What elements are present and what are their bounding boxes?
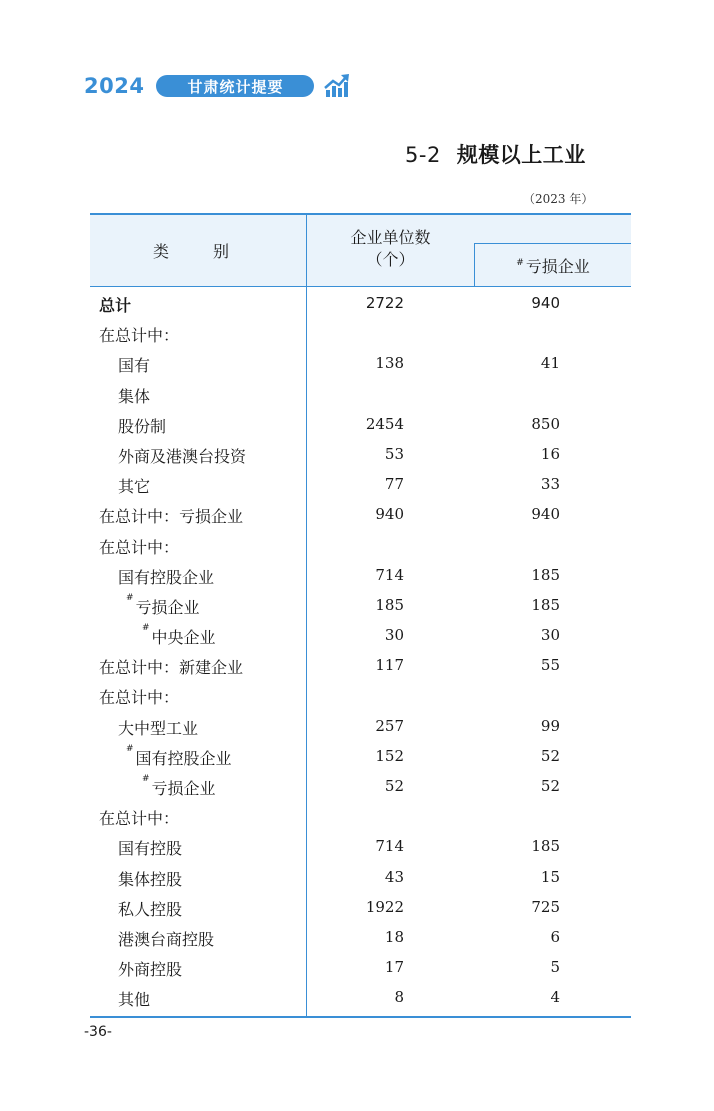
year-note: （2023 年）: [523, 192, 594, 206]
row-label-text: 私人控股: [118, 899, 183, 919]
table-title-text: 规模以上工业: [456, 143, 586, 167]
row-count: 138: [375, 354, 404, 373]
row-label: [99, 806, 179, 829]
table-header: [90, 213, 631, 287]
table-body: [90, 287, 631, 1018]
loss-header-mark: #: [516, 258, 524, 268]
count-header: [307, 227, 474, 271]
row-label-text: 在总计中：亏损企业: [99, 507, 244, 527]
loss-header: [474, 243, 631, 286]
row-label: [118, 927, 214, 950]
rising-chart-icon: [324, 73, 350, 99]
row-count: 53: [384, 444, 404, 463]
row-label: [118, 565, 214, 588]
table-row: [90, 983, 631, 1013]
row-loss-count: 4: [550, 988, 560, 1007]
row-label-text: 集体控股: [118, 869, 183, 889]
row-loss-count: 185: [531, 565, 560, 584]
row-count: 257: [375, 716, 404, 735]
header-book-title: 甘肃统计提要: [156, 75, 314, 97]
row-count: 2454: [365, 414, 404, 433]
table-row: [90, 319, 631, 349]
table-row: [90, 591, 631, 621]
row-loss-count: 52: [540, 777, 560, 795]
row-label: [99, 323, 179, 346]
row-label-text: 在总计中：: [99, 326, 180, 346]
row-count: 1922: [365, 897, 404, 916]
row-count: 18: [384, 927, 404, 946]
row-loss-count: 16: [540, 444, 560, 463]
row-label-text: 外商及港澳台投资: [118, 446, 247, 466]
row-label: [118, 987, 150, 1010]
row-count: 30: [384, 626, 404, 645]
row-label: [99, 655, 243, 678]
row-count: 117: [375, 656, 404, 675]
row-label: [118, 957, 182, 980]
row-label-text: 国有控股: [118, 839, 183, 859]
row-loss-count: 185: [531, 595, 560, 614]
table-row: [90, 561, 631, 591]
row-label: [118, 353, 150, 376]
row-label-text: 集体: [118, 386, 151, 406]
row-label-text: 国有控股企业: [135, 748, 232, 768]
page-number: -36-: [84, 1024, 112, 1040]
row-mark: #: [142, 774, 150, 784]
row-label-text: 亏损企业: [135, 597, 200, 617]
row-loss-count: 725: [531, 897, 560, 916]
table-row: [90, 712, 631, 742]
row-count: 43: [384, 867, 404, 886]
row-loss-count: 185: [531, 837, 560, 856]
row-loss-count: 30: [540, 626, 560, 645]
row-label: [126, 592, 200, 618]
row-label: [118, 414, 166, 437]
loss-header-label: 亏损企业: [525, 256, 590, 276]
row-label-text: 国有控股企业: [118, 567, 215, 587]
table-row: [90, 531, 631, 561]
row-loss-count: 52: [540, 746, 560, 765]
table-row: [90, 923, 631, 953]
row-label-text: 在总计中：: [99, 809, 180, 829]
table-row: [90, 410, 631, 440]
row-label: [99, 504, 243, 527]
row-count: 77: [384, 475, 404, 494]
row-count: 52: [384, 777, 404, 795]
row-count: 2722: [365, 294, 404, 312]
row-label-text: 总计: [99, 296, 132, 315]
row-mark: #: [126, 592, 134, 603]
row-count: 714: [375, 837, 404, 856]
table-row: [90, 470, 631, 500]
table-number: 5-2: [405, 143, 441, 167]
row-loss-count: 940: [531, 294, 560, 312]
row-label-text: 在总计中：: [99, 688, 180, 708]
table-row: [90, 651, 631, 681]
count-header-unit: （个）: [366, 250, 415, 269]
count-header-line1: 企业单位数: [350, 228, 431, 247]
row-mark: #: [126, 743, 134, 754]
table-row: [90, 681, 631, 711]
row-loss-count: 41: [540, 354, 560, 373]
row-label: [118, 444, 246, 467]
row-label: [118, 474, 150, 497]
row-label: [118, 836, 182, 859]
row-count: 8: [394, 988, 404, 1007]
table-row: [90, 500, 631, 530]
row-loss-count: 99: [540, 716, 560, 735]
row-label-text: 在总计中：新建企业: [99, 658, 244, 678]
table-row: [90, 893, 631, 923]
row-label: [118, 716, 198, 739]
row-label: [99, 685, 179, 708]
table-row: [90, 621, 631, 651]
row-label-text: 股份制: [118, 416, 167, 436]
header-year: 2024: [84, 74, 145, 98]
row-count: 152: [375, 746, 404, 765]
row-label-text: 其它: [118, 477, 151, 497]
row-label-text: 其他: [118, 990, 151, 1010]
table-row: [90, 953, 631, 983]
row-label: [142, 776, 216, 799]
table-row: [90, 772, 631, 802]
table-row: [90, 440, 631, 470]
table-row: [90, 289, 631, 319]
row-label: [118, 867, 182, 890]
row-loss-count: 15: [540, 867, 560, 886]
table-row: [90, 380, 631, 410]
table-row: [90, 832, 631, 862]
row-label-text: 亏损企业: [151, 779, 216, 798]
table-row: [90, 742, 631, 772]
table-row: [90, 802, 631, 832]
row-label-text: 外商控股: [118, 960, 183, 980]
table-row: [90, 349, 631, 379]
row-label: [99, 293, 131, 316]
row-label: [118, 897, 182, 920]
row-loss-count: 5: [550, 958, 560, 977]
table-title: [405, 139, 586, 169]
row-label-text: 国有: [118, 356, 151, 376]
book-header: [84, 72, 350, 100]
row-count: 940: [375, 505, 404, 524]
category-header: 类 别: [152, 242, 243, 261]
row-count: 17: [384, 958, 404, 977]
row-mark: #: [142, 623, 150, 634]
row-count: 714: [375, 565, 404, 584]
row-label-text: 大中型工业: [118, 718, 199, 738]
row-label-text: 中央企业: [151, 628, 216, 648]
row-label: [142, 625, 216, 648]
row-label-text: 在总计中：: [99, 537, 180, 557]
row-loss-count: 850: [531, 414, 560, 433]
row-loss-count: 55: [540, 656, 560, 675]
row-label: [126, 743, 232, 769]
row-label-text: 港澳台商控股: [118, 929, 215, 949]
row-loss-count: 33: [540, 475, 560, 494]
row-label: [118, 384, 150, 407]
data-table: [90, 213, 631, 1018]
row-loss-count: 940: [531, 505, 560, 524]
row-loss-count: 6: [550, 927, 560, 946]
row-label: [99, 535, 179, 558]
table-row: [90, 863, 631, 893]
row-count: 185: [375, 595, 404, 614]
